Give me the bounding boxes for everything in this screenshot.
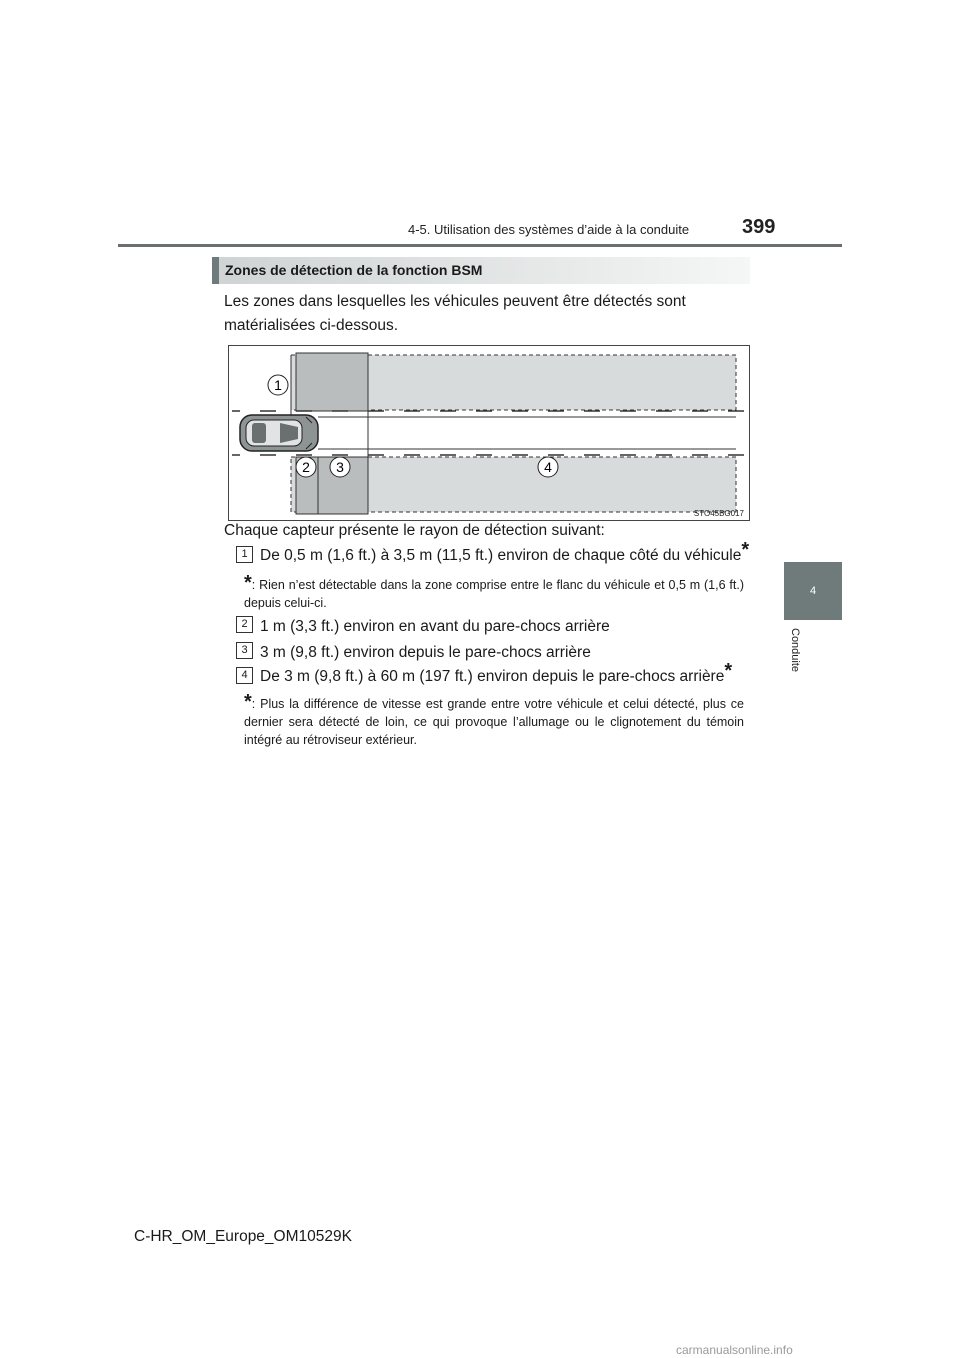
header-rule (118, 244, 842, 247)
callout-1-label: 1 (274, 377, 282, 393)
item-4-star: * (724, 660, 733, 682)
car-icon (240, 415, 318, 451)
intro-line-1: Les zones dans lesquelles les véhicules peuvent être détectés sont (224, 293, 686, 310)
chapter-label (785, 628, 805, 708)
page-number: 399 (742, 216, 776, 238)
note-2-text: : Plus la différence de vitesse est grande entre votre véhicule et celui détecté, plus ce dernier sera détecté de loin, ce qui provoque l’allumage ou le clignotement du témoin intégré au rétroviseur extérieur. (244, 697, 744, 747)
subsection-heading-text: Zones de détection de la fonction BSM (225, 262, 483, 278)
document-code: C-HR_OM_Europe_OM10529K (134, 1228, 352, 1245)
section-title: 4-5. Utilisation des systèmes d’aide à la conduite (408, 222, 690, 237)
item-3-text: 3 m (9,8 ft.) environ depuis le pare-chocs arrière (260, 644, 591, 661)
item-4-label: De 3 m (9,8 ft.) à 60 m (197 ft.) environ depuis le pare-chocs arrière (260, 668, 725, 685)
chapter-tab: 4 (784, 562, 842, 620)
watermark: carmanualsonline.info (676, 1343, 793, 1357)
item-1-label: De 0,5 m (1,6 ft.) à 3,5 m (11,5 ft.) environ de chaque côté du véhicule (260, 547, 742, 564)
item-2-text: 1 m (3,3 ft.) environ en avant du pare-chocs arrière (260, 618, 610, 635)
callout-4-label: 4 (544, 459, 552, 475)
callout-3-label: 3 (336, 459, 344, 475)
bsm-zones-diagram (228, 345, 750, 521)
note-2 (244, 693, 744, 749)
item-2-number: 2 (236, 616, 253, 633)
item-3-number: 3 (236, 642, 253, 659)
note-2-star: * (244, 691, 252, 713)
note-1 (244, 574, 744, 612)
note-1-text: : Rien n’est détectable dans la zone comprise entre le flanc du véhicule et 0,5 m (1,6 ft.) depuis celui-ci. (244, 578, 744, 610)
callout-2-label: 2 (302, 459, 310, 475)
item-1-number: 1 (236, 546, 253, 563)
item-4-number: 4 (236, 667, 253, 684)
chapter-label-text: Conduite (789, 628, 801, 673)
item-1-star: * (741, 539, 750, 561)
diagram-code: STO45BG017 (693, 509, 744, 518)
note-1-star: * (244, 572, 252, 594)
item-4-text (260, 660, 733, 686)
heading-marker (212, 257, 219, 284)
item-1-text (260, 539, 750, 565)
intro-line-2: matérialisées ci-dessous. (224, 317, 399, 334)
zone-2-3-left (296, 353, 368, 411)
lead-text: Chaque capteur présente le rayon de détection suivant: (224, 522, 605, 539)
subsection-heading (212, 257, 750, 284)
